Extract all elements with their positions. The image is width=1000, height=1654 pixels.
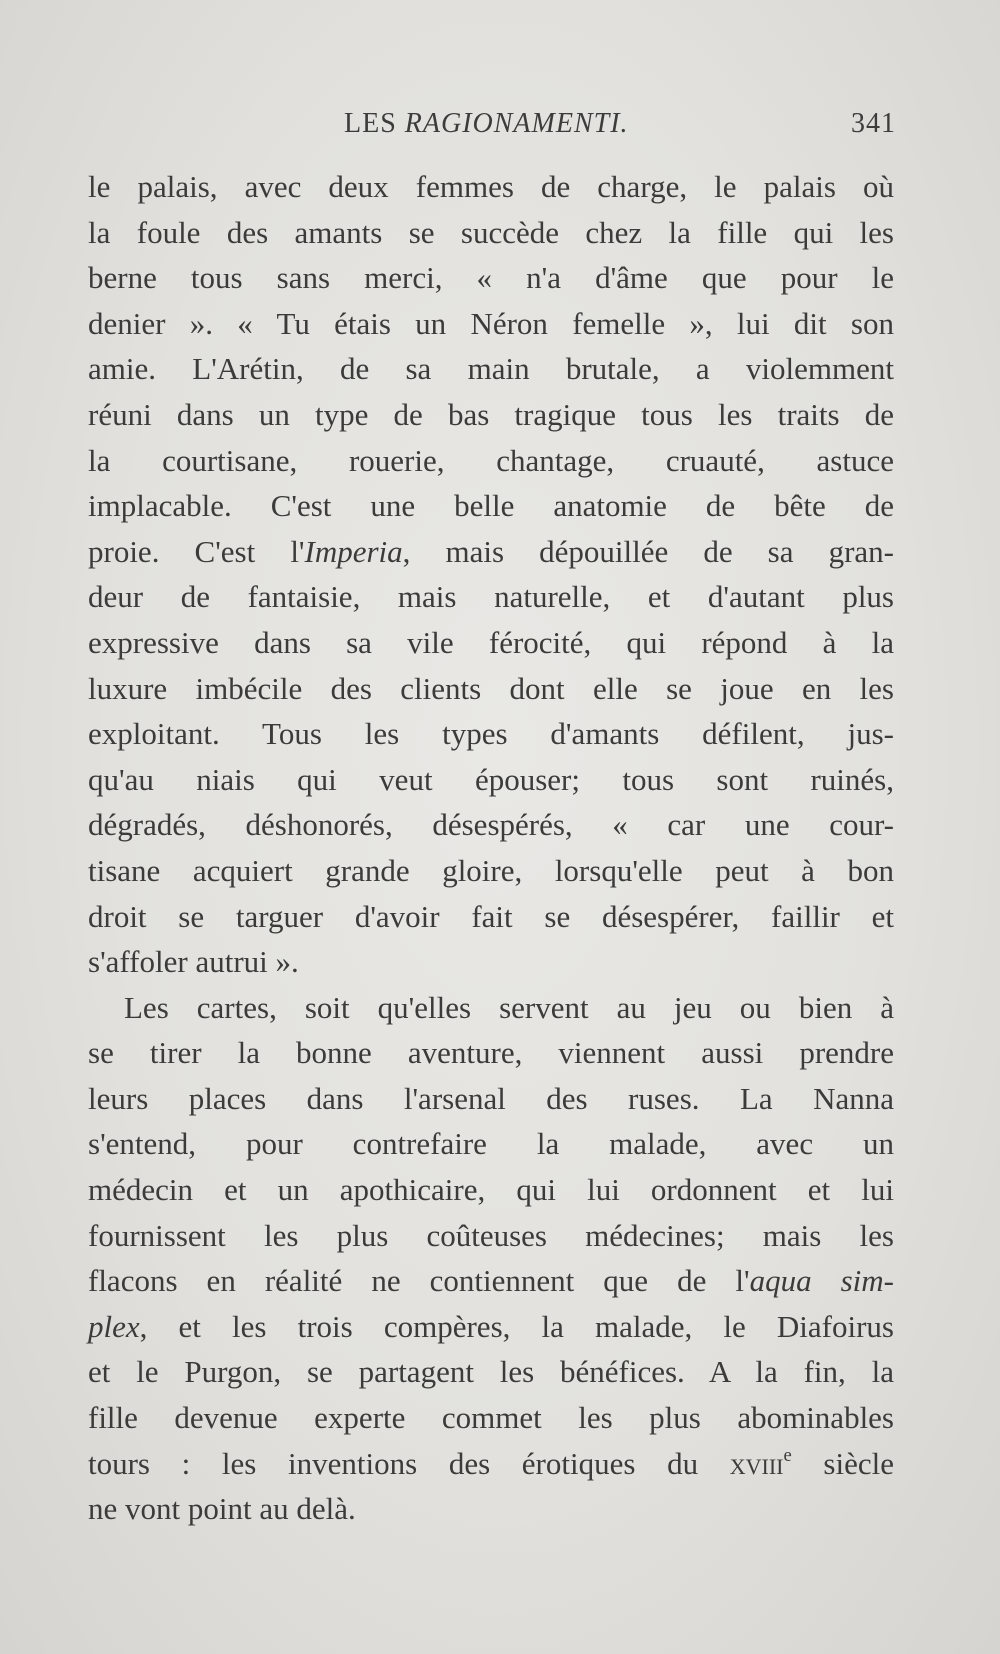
line-text: , et les trois compères, la malade, le Diafoirus [139, 1308, 894, 1344]
text-line: fournissent les plus coûteuses médecines; mais les [88, 1217, 894, 1253]
running-head [88, 108, 896, 148]
text-line [88, 1441, 894, 1487]
italic-text: plex [88, 1308, 140, 1344]
text-line [88, 1258, 894, 1304]
running-title-prefix: LES [344, 108, 405, 139]
text-line: denier ». « Tu étais un Néron femelle », lui dit son [88, 305, 894, 341]
body-text [88, 164, 894, 1532]
text-line: implacable. C'est une belle anatomie de bête de [88, 488, 894, 524]
text-line: réuni dans un type de bas tragique tous les traits de [88, 396, 894, 432]
text-line: la courtisane, rouerie, chantage, cruauté, astuce [88, 442, 894, 478]
text-line: la foule des amants se succède chez la fille qui les [88, 214, 894, 250]
text-line: luxure imbécile des clients dont elle se joue en les [88, 670, 894, 706]
text-line: berne tous sans merci, « n'a d'âme que pour le [88, 260, 894, 296]
text-line: deur de fantaisie, mais naturelle, et d'autant plus [88, 579, 894, 615]
page-number: 341 [851, 108, 896, 139]
line-text: flacons en réalité ne contiennent que de l' [88, 1263, 750, 1299]
text-line: tisane acquiert grande gloire, lorsqu'elle peut à bon [88, 852, 894, 888]
line-text: , mais dépouillée de sa gran- [402, 533, 894, 569]
text-line: fille devenue experte commet les plus abominables [88, 1400, 894, 1436]
text-line: expressive dans sa vile férocité, qui répond à la [88, 624, 894, 660]
line-text: siècle [791, 1445, 894, 1481]
text-line: se tirer la bonne aventure, viennent aussi prendre [88, 1035, 894, 1071]
text-line: droit se targuer d'avoir fait se désespérer, faillir et [88, 898, 894, 934]
running-title-italic: RAGIONAMENTI. [404, 108, 629, 139]
superscript-text: e [783, 1444, 792, 1466]
italic-text: Imperia [304, 533, 403, 569]
text-line: s'affoler autrui ». [88, 944, 299, 980]
text-line: le palais, avec deux femmes de charge, le palais où [88, 169, 894, 204]
paragraph-2 [88, 985, 894, 1532]
text-line: s'entend, pour contrefaire la malade, avec un [88, 1126, 894, 1162]
line-text: tours : les inventions des érotiques du [88, 1445, 730, 1481]
italic-text: aqua sim- [749, 1263, 895, 1299]
text-line: qu'au niais qui veut épouser; tous sont ruinés, [88, 761, 894, 797]
line-text: proie. C'est l' [88, 533, 305, 569]
text-line: ne vont point au delà. [88, 1491, 356, 1527]
text-line [88, 529, 894, 575]
paragraph-1 [88, 164, 894, 985]
text-line [88, 1304, 894, 1350]
text-line: amie. L'Arétin, de sa main brutale, a violemment [88, 351, 894, 387]
text-line: et le Purgon, se partagent les bénéfices. A la fin, la [88, 1354, 894, 1390]
small-caps-text: xviii [729, 1445, 784, 1481]
text-line: dégradés, déshonorés, désespérés, « car une cour- [88, 807, 894, 843]
text-line: Les cartes, soit qu'elles servent au jeu ou bien à [124, 989, 894, 1025]
text-line: médecin et un apothicaire, qui lui ordonnent et lui [88, 1172, 894, 1208]
running-title [344, 108, 629, 140]
text-line: leurs places dans l'arsenal des ruses. La Nanna [88, 1080, 894, 1116]
text-line: exploitant. Tous les types d'amants défilent, jus- [88, 716, 894, 752]
